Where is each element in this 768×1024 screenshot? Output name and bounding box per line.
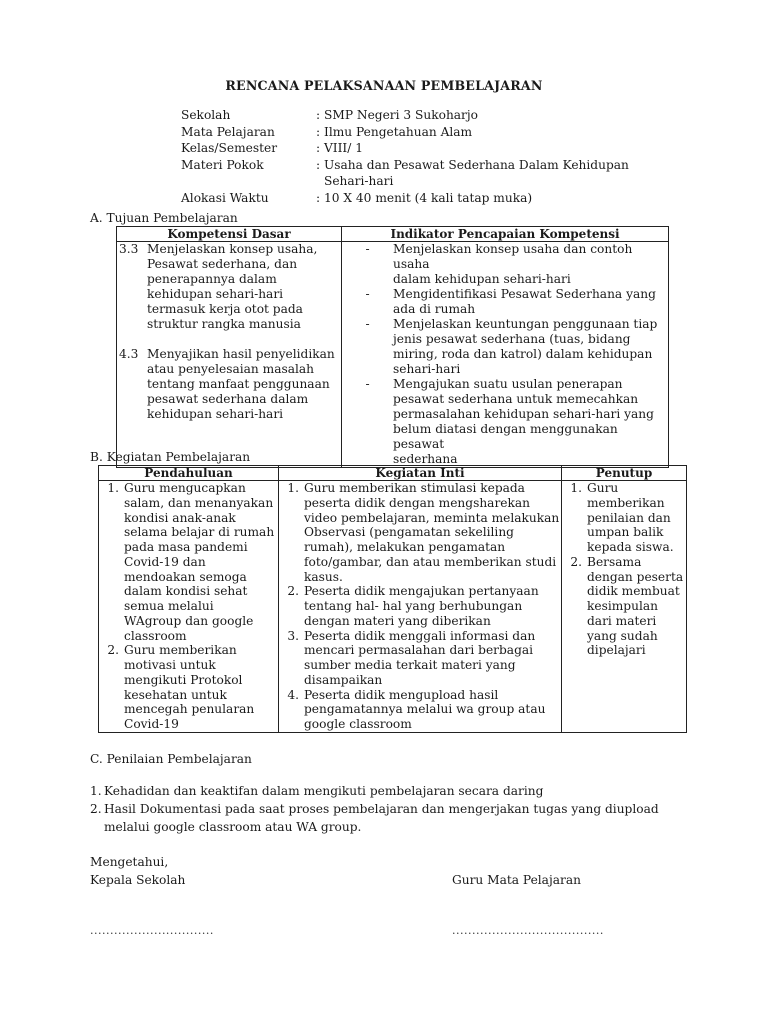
pendahuluan-number: 2. bbox=[107, 643, 119, 658]
inti-text bbox=[304, 481, 561, 584]
header-indikator: Indikator Pencapaian Kompetensi bbox=[342, 227, 669, 242]
penilaian-text bbox=[104, 782, 659, 800]
penilaian-line: melalui google classroom atau WA group. bbox=[104, 820, 362, 834]
pendahuluan-line: dalam kondisi sehat bbox=[124, 584, 248, 599]
inti-line: google classroom bbox=[304, 717, 412, 731]
indicator-item bbox=[342, 317, 668, 377]
penutup-item bbox=[562, 555, 686, 658]
identity-label: Materi Pokok bbox=[181, 157, 264, 172]
kegiatan-pembelajaran-table bbox=[98, 465, 687, 733]
pendahuluan-line: semua melalui bbox=[124, 599, 214, 613]
indicator-dash: - bbox=[365, 317, 370, 331]
indicator-line: sehari-hari bbox=[393, 362, 461, 376]
pendahuluan-line: pada masa pandemi bbox=[124, 540, 248, 554]
penutup-line: kepada siswa. bbox=[587, 540, 674, 554]
inti-item bbox=[279, 688, 561, 732]
pendahuluan-text bbox=[124, 643, 278, 732]
indicator-line: Menjelaskan konsep usaha dan contoh usaha bbox=[393, 242, 633, 271]
indicator-item bbox=[342, 242, 668, 287]
section-a-title: A. Tujuan Pembelajaran bbox=[90, 211, 238, 225]
identity-row bbox=[181, 157, 654, 190]
header-kegiatan-inti: Kegiatan Inti bbox=[279, 466, 562, 481]
indicator-line: jenis pesawat sederhana (tuas, bidang bbox=[393, 332, 631, 346]
inti-cell bbox=[279, 481, 562, 733]
inti-line: dengan materi yang diberikan bbox=[304, 613, 491, 628]
inti-line: Peserta didik menggali informasi dan bbox=[304, 628, 536, 643]
kd-cell bbox=[117, 242, 342, 468]
kd-text bbox=[147, 242, 341, 332]
penutup-line: penilaian dan bbox=[587, 510, 671, 525]
kd-line: termasuk kerja otot pada bbox=[147, 302, 303, 316]
penilaian-item bbox=[90, 800, 659, 836]
kd-line: Menyajikan hasil penyelidikan bbox=[147, 347, 335, 361]
indicator-dash: - bbox=[365, 377, 370, 391]
pendahuluan-line: motivasi untuk bbox=[124, 658, 216, 672]
tujuan-pembelajaran-table bbox=[116, 226, 669, 468]
kd-line: kehidupan sehari-hari bbox=[147, 407, 284, 421]
indicator-line: permasalahan kehidupan sehari-hari yang bbox=[393, 407, 654, 421]
section-b-title: B. Kegiatan Pembelajaran bbox=[90, 450, 251, 464]
penilaian-number: 1. bbox=[90, 784, 102, 798]
penutup-line: dengan peserta bbox=[587, 569, 684, 584]
pendahuluan-line: Covid-19 dan bbox=[124, 554, 206, 569]
inti-text bbox=[304, 688, 561, 732]
pendahuluan-line: mendoakan semoga bbox=[124, 569, 247, 584]
kd-line: Pesawat sederhana, dan bbox=[147, 257, 298, 271]
pendahuluan-line: classroom bbox=[124, 628, 187, 643]
identity-separator: : bbox=[316, 108, 321, 122]
indicator-item bbox=[342, 377, 668, 467]
inti-item bbox=[279, 629, 561, 688]
pendahuluan-line: Guru memberikan bbox=[124, 643, 237, 658]
indicator-text bbox=[393, 317, 668, 377]
penutup-line: memberikan bbox=[587, 495, 665, 510]
penilaian-list bbox=[90, 782, 659, 836]
pendahuluan-line: kondisi anak-anak bbox=[124, 510, 236, 525]
identity-value: SMP Negeri 3 Sukoharjo bbox=[324, 108, 478, 122]
kd-line: atau penyelesaian masalah bbox=[147, 362, 314, 376]
penilaian-item bbox=[90, 782, 659, 800]
inti-number: 2. bbox=[287, 584, 299, 599]
kepala-sekolah-label: Kepala Sekolah bbox=[90, 873, 186, 887]
inti-line: disampaikan bbox=[304, 672, 383, 687]
indicator-text bbox=[393, 377, 668, 467]
penutup-line: yang sudah bbox=[587, 628, 658, 643]
penutup-number: 2. bbox=[570, 554, 582, 569]
header-pendahuluan: Pendahuluan bbox=[99, 466, 279, 481]
penutup-line: umpan balik bbox=[587, 525, 664, 540]
identity-row bbox=[181, 124, 654, 141]
penutup-text bbox=[587, 481, 686, 555]
kd-line: Menjelaskan konsep usaha, bbox=[147, 242, 318, 256]
identity-label: Alokasi Waktu bbox=[181, 190, 269, 205]
indicator-line: Menjelaskan keuntungan penggunaan tiap bbox=[393, 317, 658, 331]
indicator-line: miring, roda dan katrol) dalam kehidupan bbox=[393, 347, 653, 361]
pendahuluan-text bbox=[124, 481, 278, 643]
indicator-text bbox=[393, 242, 668, 287]
penutup-number: 1. bbox=[570, 481, 582, 495]
penutup-line: Bersama bbox=[587, 554, 642, 569]
guru-label: Guru Mata Pelajaran bbox=[452, 873, 581, 887]
inti-item bbox=[279, 481, 561, 584]
inti-item bbox=[279, 584, 561, 628]
kd-line: pesawat sederhana dalam bbox=[147, 392, 309, 406]
indicator-line: Mengidentifikasi Pesawat Sederhana yang bbox=[393, 287, 656, 301]
penilaian-number: 2. bbox=[90, 802, 102, 816]
section-c-title: C. Penilaian Pembelajaran bbox=[90, 752, 252, 766]
inti-line: video pembelajaran, meminta melakukan bbox=[304, 510, 560, 525]
inti-line: rumah), melakukan pengamatan bbox=[304, 540, 506, 554]
identity-value: Ilmu Pengetahuan Alam bbox=[324, 124, 473, 139]
kd-line: kehidupan sehari-hari bbox=[147, 287, 284, 301]
kd-number: 4.3 bbox=[119, 347, 139, 361]
identity-value: Usaha dan Pesawat Sederhana Dalam Kehidupan Sehari-hari bbox=[324, 157, 629, 188]
inti-line: peserta didik dengan mengsharekan bbox=[304, 495, 530, 510]
penutup-line: kesimpulan bbox=[587, 599, 658, 613]
pendahuluan-line: selama belajar di rumah bbox=[124, 525, 275, 540]
inti-line: Peserta didik mengupload hasil bbox=[304, 687, 499, 702]
inti-line: Observasi (pengamatan sekeliling bbox=[304, 525, 514, 540]
pendahuluan-line: Covid-19 bbox=[124, 717, 179, 731]
inti-line: sumber media terkait materi yang bbox=[304, 658, 516, 672]
indicator-dash: - bbox=[365, 242, 370, 256]
indicator-text bbox=[393, 287, 668, 317]
indicator-item bbox=[342, 287, 668, 317]
penilaian-line: Kehadidan dan keaktifan dalam mengikuti pembelajaran secara daring bbox=[104, 784, 544, 798]
identity-label: Sekolah bbox=[181, 108, 231, 122]
pendahuluan-line: Guru mengucapkan bbox=[124, 481, 246, 495]
kd-item bbox=[117, 242, 341, 332]
identity-separator: : bbox=[316, 141, 321, 155]
kd-line: tentang manfaat penggunaan bbox=[147, 377, 330, 391]
kd-item bbox=[117, 347, 341, 422]
mengetahui-label: Mengetahui, bbox=[90, 855, 169, 869]
pendahuluan-line: mencegah penularan bbox=[124, 702, 255, 717]
indicator-line: dalam kehidupan sehari-hari bbox=[393, 272, 571, 286]
inti-number: 4. bbox=[287, 687, 299, 702]
pendahuluan-cell bbox=[99, 481, 279, 733]
pendahuluan-line: WAgroup dan google bbox=[124, 613, 254, 628]
penutup-cell bbox=[562, 481, 687, 733]
inti-line: mencari permasalahan dari berbagai bbox=[304, 643, 534, 658]
penutup-text bbox=[587, 555, 686, 658]
indicator-line: belum diatasi dengan menggunakan pesawat bbox=[393, 422, 618, 451]
identity-label: Kelas/Semester bbox=[181, 141, 278, 155]
pendahuluan-item bbox=[99, 481, 278, 643]
identity-row bbox=[181, 140, 654, 157]
identity-block bbox=[181, 107, 654, 206]
header-penutup: Penutup bbox=[562, 466, 687, 481]
pendahuluan-item bbox=[99, 643, 278, 732]
inti-line: Guru memberikan stimulasi kepada bbox=[304, 481, 525, 495]
inti-line: Peserta didik mengajukan pertanyaan bbox=[304, 584, 539, 599]
document-title: RENCANA PELAKSANAAN PEMBELAJARAN bbox=[225, 78, 543, 93]
indicator-cell bbox=[342, 242, 669, 468]
identity-separator: : bbox=[316, 157, 321, 172]
inti-number: 3. bbox=[287, 628, 299, 643]
indicator-line: pesawat sederhana untuk memecahkan bbox=[393, 392, 639, 406]
inti-line: pengamatannya melalui wa group atau bbox=[304, 702, 546, 717]
pendahuluan-line: salam, dan menanyakan bbox=[124, 495, 274, 510]
identity-value: VIII/ 1 bbox=[324, 141, 363, 155]
inti-line: foto/gambar, dan atau memberikan studi bbox=[304, 554, 557, 569]
pendahuluan-line: kesehatan untuk bbox=[124, 687, 227, 702]
penilaian-line: Hasil Dokumentasi pada saat proses pembelajaran dan mengerjakan tugas yang diupload bbox=[104, 802, 659, 816]
indicator-dash: - bbox=[365, 287, 370, 301]
pendahuluan-number: 1. bbox=[107, 481, 119, 495]
identity-row bbox=[181, 107, 654, 124]
identity-value: 10 X 40 menit (4 kali tatap muka) bbox=[324, 190, 533, 205]
penutup-item bbox=[562, 481, 686, 555]
kd-number: 3.3 bbox=[119, 242, 139, 256]
inti-text bbox=[304, 629, 561, 688]
signature-line-kepala: ............................... bbox=[90, 924, 214, 937]
inti-line: tentang hal- hal yang berhubungan bbox=[304, 599, 523, 613]
pendahuluan-line: mengikuti Protokol bbox=[124, 672, 243, 687]
penutup-line: didik membuat bbox=[587, 584, 680, 599]
indicator-line: sederhana bbox=[393, 452, 458, 466]
kd-text bbox=[147, 347, 341, 422]
kd-line: penerapannya dalam bbox=[147, 272, 277, 286]
kd-line: struktur rangka manusia bbox=[147, 317, 301, 331]
indicator-line: Mengajukan suatu usulan penerapan bbox=[393, 377, 623, 391]
identity-separator: : bbox=[316, 190, 321, 205]
header-kompetensi-dasar: Kompetensi Dasar bbox=[117, 227, 342, 242]
identity-label: Mata Pelajaran bbox=[181, 124, 275, 139]
identity-row bbox=[181, 190, 654, 207]
inti-text bbox=[304, 584, 561, 628]
identity-separator: : bbox=[316, 124, 321, 139]
indicator-line: ada di rumah bbox=[393, 302, 476, 316]
inti-number: 1. bbox=[287, 481, 299, 495]
penilaian-text bbox=[104, 800, 659, 836]
penutup-line: dipelajari bbox=[587, 643, 646, 658]
penutup-line: dari materi bbox=[587, 613, 657, 628]
penutup-line: Guru bbox=[587, 481, 619, 495]
inti-line: kasus. bbox=[304, 569, 343, 584]
signature-line-guru: ...................................... bbox=[452, 924, 604, 937]
